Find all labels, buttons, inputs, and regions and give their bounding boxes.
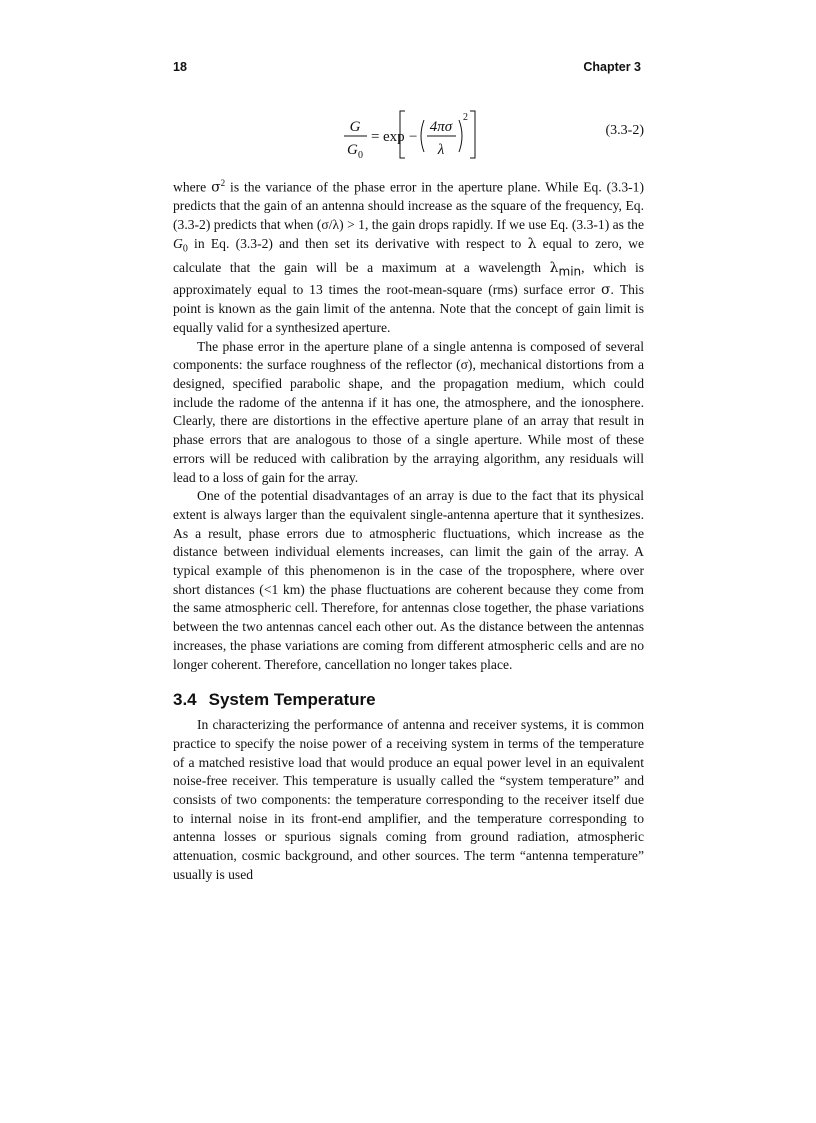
sigma-symbol: σ (211, 179, 221, 196)
eq-inner-numerator: 4πσ (429, 119, 453, 135)
section-number: 3.4 (173, 690, 197, 710)
eq-equals: = (371, 129, 380, 145)
equation-number: (3.3-2) (605, 123, 644, 138)
eq-right-paren (459, 120, 462, 152)
section-title: System Temperature (208, 690, 376, 710)
eq-power: 2 (463, 112, 468, 123)
equation-formula (173, 106, 503, 166)
lambda-symbol: λ (527, 235, 537, 252)
chapter-label: Chapter 3 (583, 60, 641, 74)
eq-right-bracket (470, 111, 475, 158)
running-header (173, 60, 641, 80)
page-number: 18 (173, 60, 187, 74)
eq-minus: − (409, 129, 418, 145)
eq-lhs-numerator: G (349, 119, 361, 135)
g0-subscript: 0 (182, 243, 188, 255)
eq-lhs-denominator: G (347, 142, 358, 158)
sigma-symbol-2: σ (600, 282, 611, 299)
para1-text-5: , which is approximately equal to 13 times the root-mean-square (rms) surface error (173, 260, 645, 298)
eq-exp: exp (383, 129, 405, 145)
lambda-min-symbol: λ (549, 260, 559, 277)
equation-3-3-2 (173, 106, 644, 166)
g0-g: G (173, 235, 183, 251)
eq-lhs-denominator-sub: 0 (358, 150, 363, 161)
superscript-2: 2 (220, 178, 226, 188)
para1-text-3: in Eq. (3.3-2) and then set its derivative with respect to (187, 235, 528, 251)
para1-text-4: equal to zero, we calculate that the gain will be a maximum at a wavelength (173, 235, 644, 276)
body-text (173, 174, 644, 885)
eq-inner-denominator: λ (437, 142, 445, 158)
paragraph-4: In characterizing the performance of antenna and receiver systems, it is common practice to specify the noise power of a receiving system in terms of the temperature of a matched resistive load that would produce an equal power level in an equivalent noise-free receiver. This temperature is usually called the “system temperature” and consists of two components: the temperature corresponding to the receiver itself due to internal noise in its front-end amplifier, and the temperature corresponding to antenna losses or spurious signals coming from ground radiation, atmospheric attenuation, cosmic background, and other sources. The term “antenna temperature” usually is used (173, 717, 644, 882)
para1-text-1: where (173, 179, 212, 195)
para1-text-2: is the variance of the phase error in the aperture plane. While Eq. (3.3-1) predicts that the gain of an antenna should increase as the square of the frequency, Eq. (3.3-2) predicts that when (σ/λ) > 1, the gain drops rapidly. If we use Eq. (3.3-1) as the (173, 179, 644, 232)
paragraph-3: One of the potential disadvantages of an array is due to the fact that its physical extent is always larger than the equivalent single-antenna aperture that it synthesizes. As a result, phase errors due to atmospheric fluctuations, which increase as the distance between individual elements increases, can limit the gain of the array. A typical example of this phenomenon is in the case of the troposphere, where over short distances (<1 km) the phase fluctuations are coherent because they come from the same atmospheric cell. Therefore, for antennas close together, the phase variations between the two antennas cancel each other out. As the distance between the antennas increases, the phase variations are coming from different atmospheric cells and are no longer coherent. Therefore, cancellation no longer takes place. (173, 488, 644, 672)
paragraph-2: The phase error in the aperture plane of a single antenna is composed of several components: the surface roughness of the reflector (σ), mechanical distortions from a designed, specified parabolic shape, and the propagation medium, which could include the radome of the antenna if it has one, the atmosphere, and the ionosphere. Clearly, there are distortions in the effective aperture plane of an array that result in phase errors that are analogous to those of a single aperture. While most of these errors will be reduced with calibration by the arraying algorithm, any residuals will lead to a loss of gain for the array. (173, 338, 644, 485)
para1-text-6: . This point is known as the gain limit of the antenna. Note that the concept of gain limit is equally valid for a synthesized aperture. (173, 282, 644, 335)
min-subscript: min (558, 264, 582, 279)
eq-left-paren (421, 120, 424, 152)
paragraph-1 (173, 174, 644, 338)
section-heading (173, 689, 644, 711)
